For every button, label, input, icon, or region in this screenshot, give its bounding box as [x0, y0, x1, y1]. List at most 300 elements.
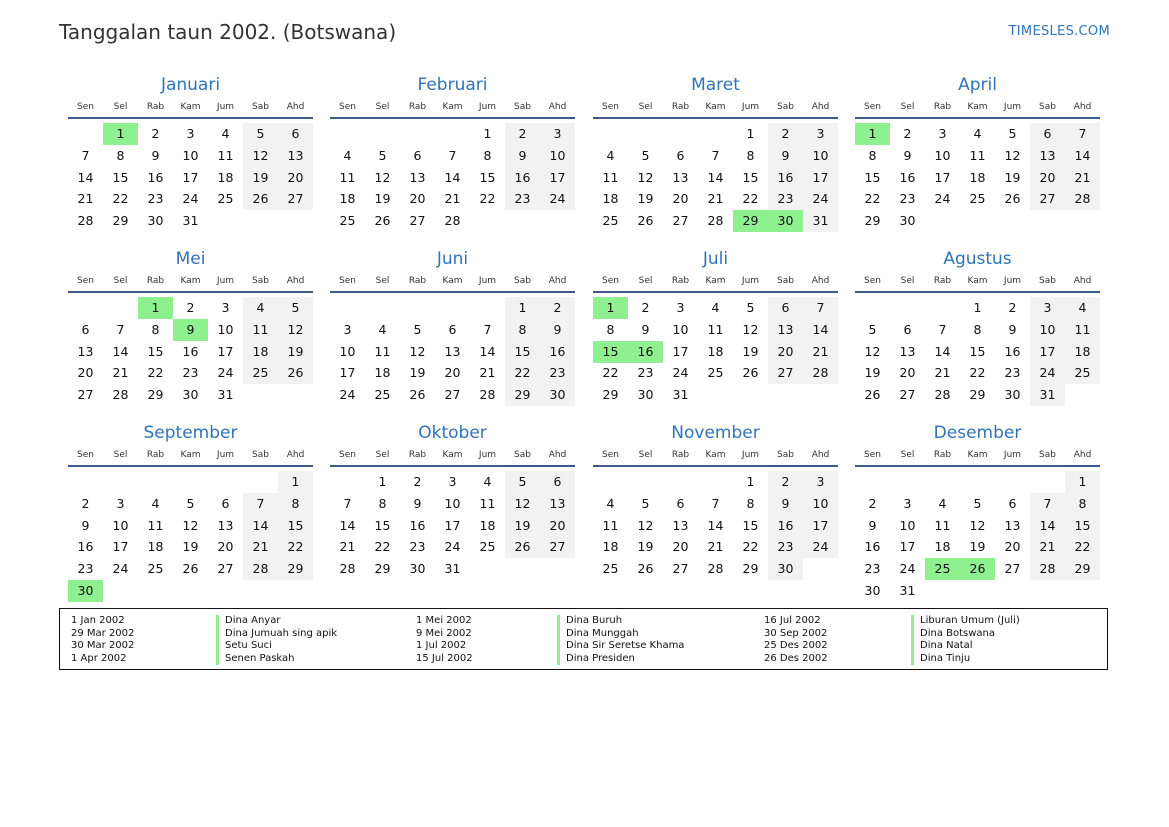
day-cell: 17: [803, 515, 838, 537]
legend-date: 9 Mei 2002: [416, 627, 472, 639]
day-cell: 5: [186, 495, 195, 511]
day-cell: 19: [637, 191, 654, 207]
day-cell: 12: [637, 517, 654, 533]
day-cell: 9: [540, 319, 575, 341]
legend-date: 1 Apr 2002: [71, 652, 127, 664]
day-cell: 28: [1030, 558, 1065, 580]
weekday-label: Kam: [967, 450, 988, 460]
weekday-label: Rab: [146, 102, 165, 112]
day-cell: 22: [479, 191, 496, 207]
day-cell: 18: [602, 539, 619, 555]
weekday-label: Rab: [671, 450, 690, 460]
day-cell: 18: [602, 191, 619, 207]
legend-holiday-name: Dina Buruh: [557, 615, 622, 628]
weekday-label: Jum: [216, 102, 235, 112]
day-cell: 17: [540, 167, 575, 189]
day-cell: 15: [742, 517, 759, 533]
day-cell: 29: [742, 561, 759, 577]
weekday-label: Rab: [146, 276, 165, 286]
day-cell: 19: [505, 515, 540, 537]
day-cell: 11: [602, 517, 619, 533]
day-cell: 23: [147, 191, 164, 207]
day-cell: 29: [1065, 558, 1100, 580]
day-cell: 2: [540, 297, 575, 319]
holiday-legend: [59, 608, 1108, 670]
day-cell: 13: [444, 343, 461, 359]
day-cell: 9: [768, 493, 803, 515]
day-cell: 16: [1004, 343, 1021, 359]
header-divider: [330, 465, 575, 467]
day-cell: 16: [147, 169, 164, 185]
weekday-label: Sen: [77, 450, 94, 460]
day-cell: 16: [864, 539, 881, 555]
day-cell: 6: [221, 495, 230, 511]
day-cell: 22: [374, 539, 391, 555]
day-cell: 12: [969, 517, 986, 533]
day-cell: 19: [637, 539, 654, 555]
weekday-header: [68, 100, 313, 114]
day-cell: 28: [77, 213, 94, 229]
day-cell: 10: [1030, 319, 1065, 341]
day-cell: 28: [339, 561, 356, 577]
weekday-label: Ahd: [286, 450, 305, 460]
day-cell: 20: [444, 365, 461, 381]
day-cell: 13: [77, 343, 94, 359]
day-cell: 8: [746, 495, 755, 511]
weekday-label: Sen: [339, 450, 356, 460]
day-cell: 7: [116, 321, 125, 337]
day-cell: 14: [1030, 515, 1065, 537]
legend-date: 1 Mei 2002: [416, 615, 472, 626]
weekday-label: Kam: [180, 450, 201, 460]
legend-date: 1 Jul 2002: [416, 640, 467, 652]
day-cell: 21: [112, 365, 129, 381]
day-cell: 23: [1004, 365, 1021, 381]
day-cell: 21: [339, 539, 356, 555]
holiday-cell: 1: [103, 123, 138, 145]
day-cell: 21: [934, 365, 951, 381]
day-cell: 19: [742, 343, 759, 359]
day-cell: 31: [182, 213, 199, 229]
day-cell: 18: [969, 169, 986, 185]
day-cell: 4: [606, 147, 615, 163]
day-cell: 8: [606, 321, 615, 337]
day-cell: 12: [864, 343, 881, 359]
day-cell: 28: [803, 362, 838, 384]
day-cell: 8: [868, 147, 877, 163]
holiday-cell: 1: [138, 297, 173, 319]
day-cell: 18: [374, 365, 391, 381]
day-cell: 26: [505, 536, 540, 558]
day-cell: 10: [217, 321, 234, 337]
legend-date: 30 Sep 2002: [764, 627, 828, 639]
day-cell: 26: [409, 387, 426, 403]
day-cell: 29: [374, 561, 391, 577]
day-cell: 24: [899, 561, 916, 577]
day-cell: 17: [182, 169, 199, 185]
day-cell: 27: [1004, 561, 1021, 577]
day-cell: 20: [409, 191, 426, 207]
day-cell: 12: [278, 319, 313, 341]
legend-date: 30 Mar 2002: [71, 640, 135, 652]
day-cell: 22: [147, 365, 164, 381]
day-cell: 27: [444, 387, 461, 403]
day-cell: 17: [339, 365, 356, 381]
day-cell: 5: [641, 147, 650, 163]
legend-date: 29 Mar 2002: [71, 627, 135, 639]
legend-holiday-name: Dina Natal: [911, 640, 973, 653]
day-cell: 9: [903, 147, 912, 163]
day-cell: 7: [711, 147, 720, 163]
weekday-label: Sel: [900, 102, 915, 112]
weekday-label: Rab: [933, 276, 952, 286]
day-cell: 7: [343, 495, 352, 511]
day-cell: 20: [540, 515, 575, 537]
day-cell: 8: [116, 147, 125, 163]
day-cell: 1: [483, 126, 492, 141]
day-cell: 4: [973, 126, 982, 141]
legend-holiday-name: Setu Suci: [216, 640, 272, 653]
weekday-label: Kam: [967, 102, 988, 112]
day-cell: 6: [768, 297, 803, 319]
day-cell: 16: [505, 167, 540, 189]
weekday-label: Rab: [408, 102, 427, 112]
weekday-label: Sen: [339, 102, 356, 112]
day-cell: 17: [899, 539, 916, 555]
day-cell: 1: [1065, 471, 1100, 493]
day-cell: 24: [444, 539, 461, 555]
weekday-label: Jum: [478, 276, 497, 286]
weekday-label: Rab: [408, 450, 427, 460]
day-cell: 26: [278, 362, 313, 384]
day-cell: 30: [540, 384, 575, 406]
day-cell: 11: [374, 343, 391, 359]
weekday-label: Sel: [900, 276, 915, 286]
day-cell: 13: [278, 145, 313, 167]
day-cell: 15: [147, 343, 164, 359]
brand-link[interactable]: TIMESLES.COM: [1008, 24, 1110, 39]
day-cell: 6: [1030, 123, 1065, 145]
day-cell: 24: [1030, 362, 1065, 384]
day-cell: 13: [1030, 145, 1065, 167]
day-cell: 4: [711, 300, 720, 315]
day-cell: 17: [803, 167, 838, 189]
day-cell: 8: [378, 495, 387, 511]
day-cell: 3: [343, 321, 352, 337]
day-cell: 5: [413, 321, 422, 337]
day-cell: 6: [676, 495, 685, 511]
day-cell: 14: [707, 517, 724, 533]
day-cell: 15: [864, 169, 881, 185]
header-divider: [855, 291, 1100, 293]
holiday-cell: 30: [68, 580, 103, 602]
day-cell: 24: [540, 188, 575, 210]
day-cell: 9: [641, 321, 650, 337]
day-cell: 23: [540, 362, 575, 384]
weekday-header: [593, 100, 838, 114]
day-cell: 9: [81, 517, 90, 533]
weekday-label: Ahd: [286, 276, 305, 286]
day-cell: 22: [505, 362, 540, 384]
legend-holiday-name: Liburan Umum (Juli): [911, 615, 1020, 628]
day-cell: 10: [540, 145, 575, 167]
weekday-header: [593, 274, 838, 288]
weekday-label: Sel: [638, 450, 653, 460]
day-cell: 9: [151, 147, 160, 163]
day-cell: 24: [112, 561, 129, 577]
month-januari: [68, 75, 313, 245]
day-cell: 30: [1004, 387, 1021, 403]
day-cell: 17: [444, 517, 461, 533]
day-cell: 19: [409, 365, 426, 381]
day-cell: 10: [803, 493, 838, 515]
legend-holiday-name: Dina Tinju: [911, 653, 970, 666]
day-cell: 22: [742, 191, 759, 207]
day-cell: 21: [243, 536, 278, 558]
day-cell: 15: [112, 169, 129, 185]
day-cell: 9: [413, 495, 422, 511]
day-cell: 16: [77, 539, 94, 555]
day-cell: 29: [147, 387, 164, 403]
day-cell: 25: [374, 387, 391, 403]
day-cell: 15: [374, 517, 391, 533]
day-cell: 7: [1030, 493, 1065, 515]
day-cell: 17: [934, 169, 951, 185]
header-divider: [68, 117, 313, 119]
weekday-header: [855, 100, 1100, 114]
month-title: April: [958, 75, 997, 95]
day-cell: 23: [899, 191, 916, 207]
day-cell: 3: [1030, 297, 1065, 319]
day-cell: 2: [768, 123, 803, 145]
day-cell: 13: [768, 319, 803, 341]
day-cell: 29: [278, 558, 313, 580]
header-divider: [68, 291, 313, 293]
day-cell: 4: [243, 297, 278, 319]
day-cell: 27: [409, 213, 426, 229]
weekday-label: Sel: [113, 102, 128, 112]
day-cell: 6: [540, 471, 575, 493]
month-title: Maret: [691, 75, 740, 95]
day-cell: 8: [1065, 493, 1100, 515]
day-cell: 12: [182, 517, 199, 533]
day-cell: 29: [505, 384, 540, 406]
day-cell: 22: [1065, 536, 1100, 558]
day-cell: 5: [973, 495, 982, 511]
holiday-cell: 9: [173, 319, 208, 341]
day-cell: 13: [672, 517, 689, 533]
day-cell: 13: [217, 517, 234, 533]
day-cell: 26: [742, 365, 759, 381]
day-cell: 23: [182, 365, 199, 381]
day-cell: 19: [243, 167, 278, 189]
weekday-label: Rab: [671, 276, 690, 286]
day-cell: 28: [934, 387, 951, 403]
day-cell: 2: [868, 495, 877, 511]
day-cell: 18: [479, 517, 496, 533]
day-cell: 28: [707, 213, 724, 229]
day-cell: 21: [707, 539, 724, 555]
weekday-label: Sab: [252, 450, 269, 460]
day-cell: 27: [672, 213, 689, 229]
day-cell: 4: [378, 321, 387, 337]
day-cell: 7: [938, 321, 947, 337]
weekday-label: Sab: [777, 102, 794, 112]
holiday-cell: 26: [960, 558, 995, 580]
month-juni: [330, 249, 575, 419]
day-cell: 9: [1008, 321, 1017, 337]
day-cell: 3: [186, 126, 195, 141]
weekday-label: Kam: [705, 102, 726, 112]
holiday-cell: 29: [733, 210, 768, 232]
weekday-label: Sen: [602, 276, 619, 286]
day-cell: 9: [768, 145, 803, 167]
header-divider: [855, 465, 1100, 467]
day-cell: 14: [77, 169, 94, 185]
header-divider: [593, 291, 838, 293]
day-cell: 25: [243, 362, 278, 384]
day-cell: 1: [746, 474, 755, 489]
day-cell: 27: [77, 387, 94, 403]
holiday-cell: 30: [768, 210, 803, 232]
weekday-label: Kam: [180, 276, 201, 286]
day-cell: 18: [339, 191, 356, 207]
legend-date: 1 Jan 2002: [71, 615, 125, 626]
weekday-label: Rab: [671, 102, 690, 112]
page-title: Tanggalan taun 2002. (Botswana): [59, 20, 397, 44]
weekday-label: Sab: [514, 276, 531, 286]
header-divider: [330, 291, 575, 293]
weekday-header: [855, 274, 1100, 288]
day-cell: 4: [938, 495, 947, 511]
weekday-label: Sel: [375, 102, 390, 112]
weekday-label: Ahd: [1073, 450, 1092, 460]
weekday-label: Rab: [146, 450, 165, 460]
day-cell: 19: [182, 539, 199, 555]
day-cell: 30: [409, 561, 426, 577]
month-title: Agustus: [943, 249, 1012, 269]
weekday-label: Jum: [478, 102, 497, 112]
weekday-header: [330, 274, 575, 288]
day-cell: 5: [746, 300, 755, 315]
day-cell: 11: [147, 517, 164, 533]
day-cell: 21: [444, 191, 461, 207]
day-cell: 18: [707, 343, 724, 359]
legend-holiday-name: Dina Sir Seretse Khama: [557, 640, 684, 653]
legend-holiday-name: Senen Paskah: [216, 653, 295, 666]
day-cell: 12: [243, 145, 278, 167]
day-cell: 11: [602, 169, 619, 185]
month-agustus: [855, 249, 1100, 419]
day-cell: 11: [969, 147, 986, 163]
day-cell: 26: [374, 213, 391, 229]
weekday-label: Sen: [864, 276, 881, 286]
day-cell: 2: [903, 126, 912, 141]
day-cell: 24: [803, 188, 838, 210]
weekday-label: Sab: [777, 276, 794, 286]
day-cell: 10: [803, 145, 838, 167]
day-cell: 14: [934, 343, 951, 359]
weekday-label: Jum: [741, 450, 760, 460]
day-cell: 20: [899, 365, 916, 381]
weekday-header: [68, 448, 313, 462]
weekday-label: Ahd: [811, 450, 830, 460]
day-cell: 24: [934, 191, 951, 207]
day-cell: 6: [81, 321, 90, 337]
day-cell: 31: [899, 583, 916, 598]
day-cell: 13: [409, 169, 426, 185]
weekday-label: Jum: [741, 276, 760, 286]
month-title: Februari: [417, 75, 488, 95]
day-cell: 5: [1008, 126, 1017, 141]
legend-date: 25 Des 2002: [764, 640, 828, 652]
day-cell: 1: [746, 126, 755, 141]
day-cell: 2: [81, 495, 90, 511]
day-cell: 5: [868, 321, 877, 337]
weekday-label: Rab: [933, 102, 952, 112]
day-cell: 25: [707, 365, 724, 381]
day-cell: 7: [1065, 123, 1100, 145]
day-cell: 3: [803, 471, 838, 493]
day-cell: 6: [676, 147, 685, 163]
weekday-label: Ahd: [548, 102, 567, 112]
legend-holiday-name: Dina Botswana: [911, 628, 995, 641]
weekday-label: Sel: [113, 450, 128, 460]
day-cell: 30: [147, 213, 164, 229]
weekday-label: Sab: [514, 450, 531, 460]
day-cell: 25: [339, 213, 356, 229]
weekday-label: Jum: [216, 450, 235, 460]
day-cell: 17: [217, 343, 234, 359]
day-cell: 17: [1030, 341, 1065, 363]
day-cell: 3: [116, 495, 125, 511]
weekday-label: Ahd: [1073, 276, 1092, 286]
day-cell: 1: [505, 297, 540, 319]
day-cell: 30: [768, 558, 803, 580]
day-cell: 13: [899, 343, 916, 359]
day-cell: 8: [505, 319, 540, 341]
month-februari: [330, 75, 575, 245]
day-cell: 4: [151, 495, 160, 511]
day-cell: 15: [969, 343, 986, 359]
header-divider: [855, 117, 1100, 119]
day-cell: 4: [221, 126, 230, 141]
day-cell: 3: [448, 474, 457, 489]
day-cell: 25: [602, 213, 619, 229]
day-cell: 21: [707, 191, 724, 207]
weekday-label: Sen: [602, 102, 619, 112]
weekday-label: Sab: [1039, 450, 1056, 460]
day-cell: 9: [868, 517, 877, 533]
day-cell: 10: [182, 147, 199, 163]
day-cell: 26: [637, 561, 654, 577]
day-cell: 28: [444, 213, 461, 229]
day-cell: 20: [672, 539, 689, 555]
day-cell: 12: [505, 493, 540, 515]
day-cell: 21: [479, 365, 496, 381]
day-cell: 14: [1065, 145, 1100, 167]
weekday-label: Ahd: [811, 102, 830, 112]
day-cell: 5: [278, 297, 313, 319]
day-cell: 10: [339, 343, 356, 359]
weekday-label: Sel: [375, 276, 390, 286]
holiday-cell: 1: [855, 123, 890, 145]
month-title: Mei: [175, 249, 206, 269]
day-cell: 26: [1004, 191, 1021, 207]
weekday-label: Kam: [705, 450, 726, 460]
day-cell: 23: [409, 539, 426, 555]
day-cell: 22: [112, 191, 129, 207]
